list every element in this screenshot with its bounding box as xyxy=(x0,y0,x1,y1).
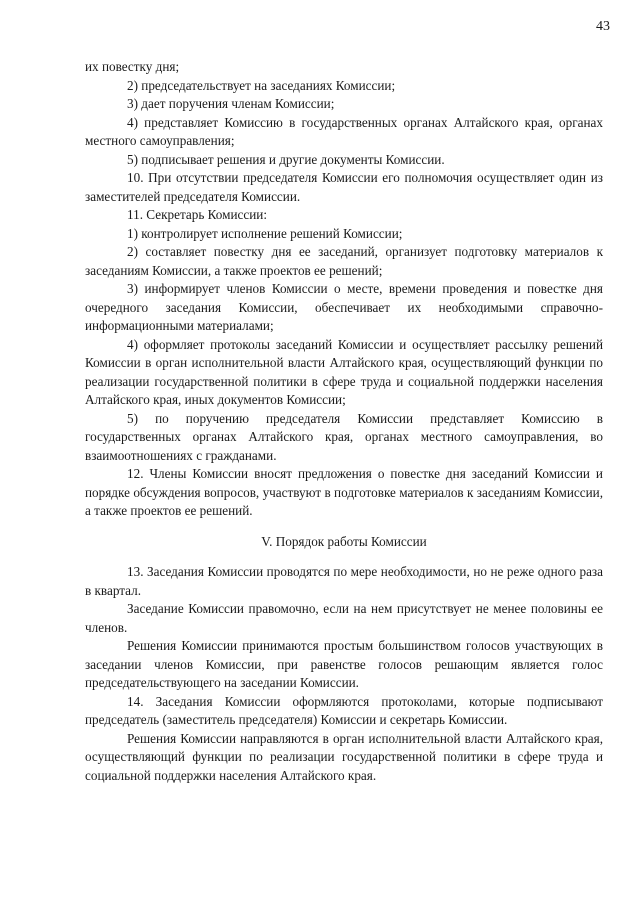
paragraph: 3) дает поручения членам Комиссии; xyxy=(127,96,335,111)
document-body xyxy=(85,58,603,785)
paragraph: 4) представляет Комиссию в государственных органах Алтайского края, органах местного самоуправления; xyxy=(85,114,603,148)
paragraph: 5) подписывает решения и другие документы Комиссии. xyxy=(127,151,445,167)
paragraph: Решения Комиссии направляются в орган исполнительной власти Алтайского края, осуществляющий функции по реализации государственной политики в сфере труда и социальной поддержки населения Алтайского края. xyxy=(85,730,603,783)
paragraph: 3) информирует членов Комиссии о месте, времени проведения и повестке дня очередного заседания Комиссии, обеспечивает их необходимыми справочно-информационными материалами; xyxy=(85,281,603,333)
paragraph: 11. Секретарь Комиссии: xyxy=(127,207,268,222)
section-heading: V. Порядок работы Комиссии xyxy=(261,533,427,549)
paragraph: 4) оформляет протоколы заседаний Комиссии и осуществляет рассылку решений Комиссии в орган исполнительной власти Алтайского края, осуществляющий функции по реализации государственной политики в сфере труда и социальной поддержки населения Алтайского края, иных документов Комиссии; xyxy=(85,336,603,407)
paragraph: 1) контролирует исполнение решений Комиссии; xyxy=(127,225,403,241)
paragraph: Заседание Комиссии правомочно, если на нем присутствует не менее половины ее членов. xyxy=(85,601,603,635)
paragraph: 5) по поручению председателя Комиссии представляет Комиссию в государственных органах Алтайского края, органах местного самоуправления, во взаимоотношениях с гражданами. xyxy=(85,410,603,463)
paragraph: Решения Комиссии принимаются простым большинством голосов участвующих в заседании членов Комиссии, при равенстве голосов решающим является голос председательствующего на заседании Комиссии. xyxy=(85,638,603,690)
paragraph: 14. Заседания Комиссии оформляются протоколами, которые подписывают председатель (заместитель председателя) Комиссии и секретарь Комиссии. xyxy=(85,693,603,727)
paragraph: 10. При отсутствии председателя Комиссии его полномочия осуществляет один из заместителей председателя Комиссии. xyxy=(85,170,603,204)
paragraph: их повестку дня; xyxy=(85,59,180,74)
paragraph: 13. Заседания Комиссии проводятся по мере необходимости, но не реже одного раза в квартал. xyxy=(85,564,603,598)
page-number: 43 xyxy=(596,19,610,34)
paragraph: 2) составляет повестку дня ее заседаний, организует подготовку материалов к заседаниям Комиссии, а также проектов ее решений; xyxy=(85,244,603,278)
paragraph: 2) председательствует на заседаниях Комиссии; xyxy=(127,77,396,93)
paragraph: 12. Члены Комиссии вносят предложения о повестке дня заседаний Комиссии и порядке обсуждения вопросов, участвуют в подготовке материалов к заседаниям Комиссии, а также проектов ее решений. xyxy=(85,466,603,518)
